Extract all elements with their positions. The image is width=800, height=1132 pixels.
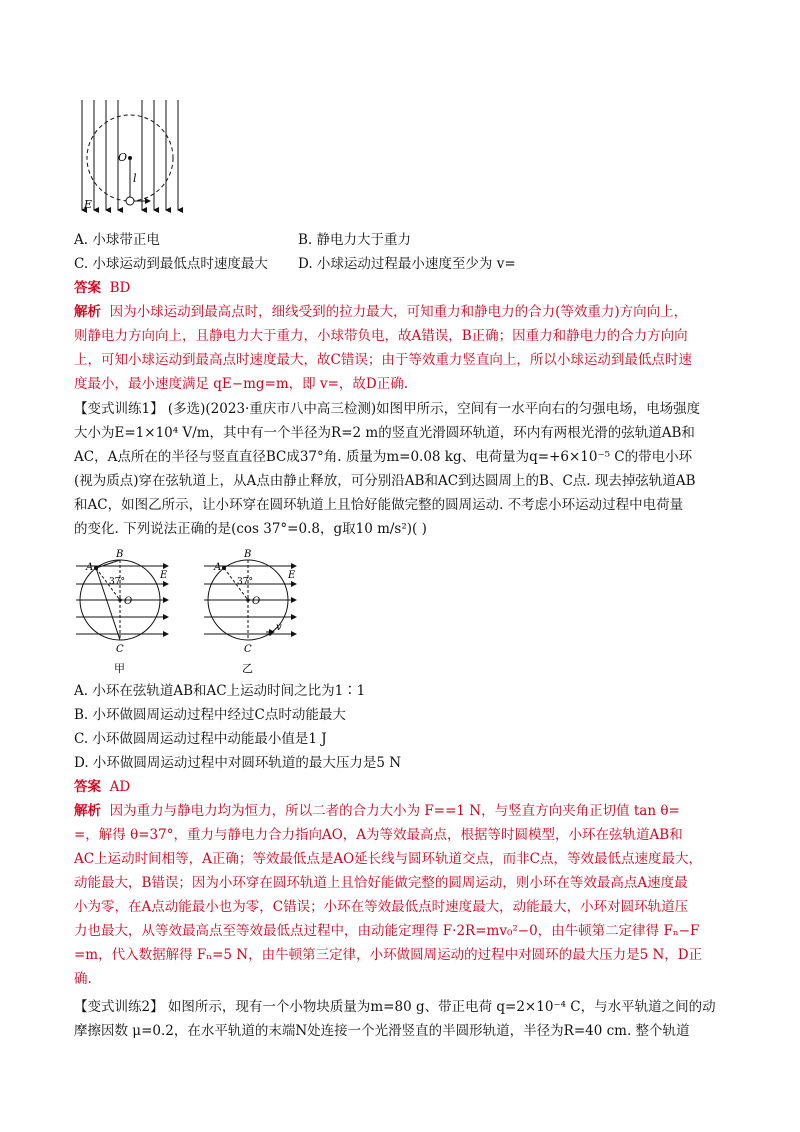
label-O: O — [124, 596, 133, 607]
q2-stem-line: (视为质点)穿在弦轨道上，从A点由静止释放，可分别沿AB和AC到达圆周上的B、C点. 现去掉弦轨道AB — [74, 473, 696, 489]
q2-stem-line: 和AC，如图乙所示，让小环穿在圆环轨道上且恰好能做完整的圆周运动. 不考虑小环运动过程中电荷量 — [74, 497, 684, 513]
q2-analysis-line: AC上运动时间相等，A正确；等效最低点是AO延长线与圆环轨道交点，而非C点，等效最低点速度最大， — [74, 851, 702, 867]
analysis-label: 解析 — [74, 304, 101, 320]
label-angle: 37° — [237, 577, 253, 587]
q1-option-a: A. 小球带正电 — [74, 232, 160, 248]
q2-analysis-line: =，解得 θ=37°，重力与静电力合力指向AO，A为等效最高点，根据等时圆模型，小环在弦轨道AB和 — [74, 827, 683, 843]
q2-stem-line: 【变式训练1】 (多选)(2023·重庆市八中高三检测)如图甲所示，空间有一水平向右的匀强电场，电场强度 — [74, 401, 701, 417]
q2-analysis-line: 动能最大，B错误；因为小环穿在圆环轨道上且恰好能做完整的圆周运动，则小环在等效最高点A速度最 — [74, 875, 688, 891]
label-E: E — [84, 198, 93, 211]
label-O: O — [252, 596, 261, 607]
q1-analysis-line: 上，可知小球运动到最高点时速度最大，故C错误；由于等效重力竖直向上，所以小球运动到最低点时速 — [74, 352, 692, 368]
answer-value: AD — [109, 779, 131, 795]
figure-yi — [204, 549, 296, 675]
label-angle: 37° — [109, 577, 125, 587]
q2-analysis-line: =m，代入数据解得 Fₙ=5 N，由牛顿第三定律，小环做圆周运动的过程中对圆环的最大压力是5 N，D正 — [74, 947, 703, 963]
q2-analysis-line: 确. — [74, 971, 92, 987]
q2-answer — [74, 776, 734, 798]
q2-stem-line: 大小为E=1×10⁴ V/m，其中有一个半径为R=2 m的竖直光滑圆环轨道，环内有两根光滑的弦轨道AB和 — [74, 425, 695, 441]
label-C: C — [244, 644, 252, 655]
q1-option-d: D. 小球运动过程最小速度至少为 v= — [298, 256, 516, 272]
label-E: E — [288, 570, 296, 581]
label-B: B — [116, 549, 124, 560]
label-O: O — [118, 151, 128, 164]
answer-label: 答案 — [74, 280, 101, 296]
label-B: B — [244, 549, 252, 560]
q3-stem-line: 【变式训练2】 如图所示，现有一个小物块质量为m=80 g、带正电荷 q=2×10⁻⁴ C，与水平轨道之间的动 — [74, 999, 716, 1015]
q3-stem-line: 摩擦因数 μ=0.2，在水平轨道的末端N处连接一个光滑竖直的半圆形轨道，半径为R=40 cm. 整个轨道 — [74, 1023, 690, 1039]
q2-stem-line: 的变化. 下列说法正确的是(cos 37°=0.8，g取10 m/s²)( ) — [74, 521, 427, 537]
label-A: A — [214, 562, 222, 573]
q1-analysis-line: 则静电力方向向上，且静电力大于重力，小球带负电，故A错误，B正确；因重力和静电力的合力方向向 — [74, 328, 688, 344]
q1-option-c: C. 小球运动到最低点时速度最大 — [74, 256, 268, 272]
field-circle-figure — [72, 98, 192, 218]
ball — [126, 197, 134, 205]
q2-analysis-line: 力也最大，从等效最高点至等效最低点过程中，由动能定理得 F·2R=mv₀²−0，由牛顿第二定律得 Fₙ−F — [74, 923, 700, 939]
q1-option-b: B. 静电力大于重力 — [298, 232, 412, 248]
q2-analysis-line — [74, 800, 734, 822]
label-E: E — [160, 570, 168, 581]
q2-option-b: B. 小环做圆周运动过程中经过C点时动能最大 — [74, 707, 346, 723]
answer-value: BD — [109, 280, 131, 296]
q2-option-d: D. 小环做圆周运动过程中对圆环轨道的最大压力是5 N — [74, 755, 402, 771]
analysis-text: 因为重力与静电力均为恒力，所以二者的合力大小为 F==1 N，与竖直方向夹角正切值 tan θ= — [109, 803, 680, 819]
q2-option-c: C. 小环做圆周运动过程中动能最小值是1 J — [74, 731, 327, 747]
caption-jia: 甲 — [114, 662, 125, 675]
label-A: A — [86, 562, 94, 573]
center-dot — [128, 156, 132, 160]
analysis-text: 因为小球运动到最高点时，细线受到的拉力最大，可知重力和静电力的合力(等效重力)方向向上， — [109, 304, 688, 320]
q2-stem-line: AC，A点所在的半径与竖直直径BC成37°角. 质量为m=0.08 kg、电荷量为q=+6×10⁻⁵ C的带电小环 — [74, 449, 693, 465]
answer-label: 答案 — [74, 779, 101, 795]
figure-jia — [76, 549, 168, 675]
label-v: v — [276, 622, 282, 633]
label-C: C — [116, 644, 124, 655]
q2-analysis-line: 小为零，在A点动能最小也为零，C错误；小环在等效最低点时速度最大，动能最大，小环对圆环轨道压 — [74, 899, 689, 915]
q1-analysis-line — [74, 301, 734, 323]
q1-analysis-line: 度最小，最小速度满足 qE−mg=m，即 v=，故D正确. — [74, 376, 408, 392]
ring-figures — [70, 548, 310, 680]
q1-answer — [74, 277, 734, 299]
q2-option-a: A. 小环在弦轨道AB和AC上运动时间之比为1∶1 — [74, 683, 366, 699]
label-l: l — [133, 172, 137, 185]
caption-yi: 乙 — [242, 662, 253, 675]
analysis-label: 解析 — [74, 803, 101, 819]
